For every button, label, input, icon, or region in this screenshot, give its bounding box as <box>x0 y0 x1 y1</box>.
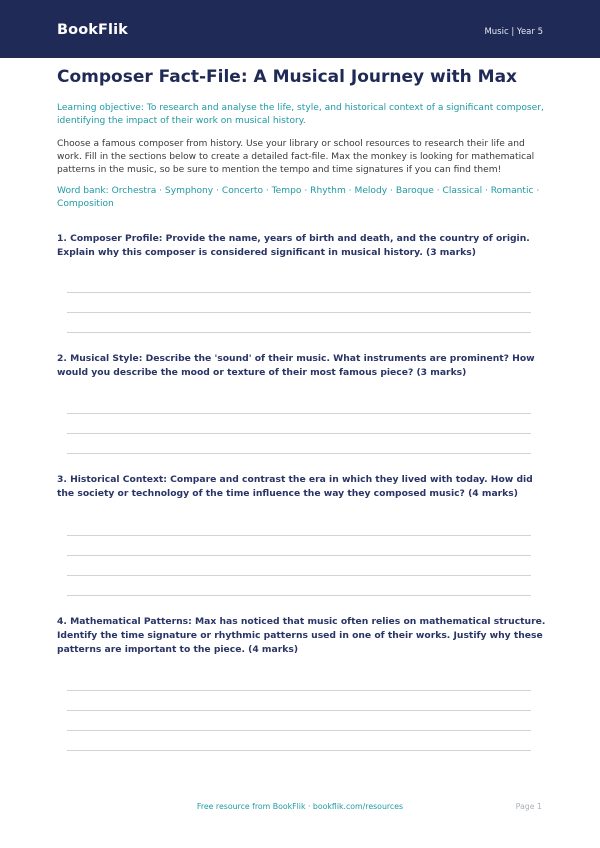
answer-line[interactable] <box>67 730 531 731</box>
answer-line[interactable] <box>67 555 531 556</box>
answer-line[interactable] <box>67 413 531 414</box>
page-header <box>0 0 600 58</box>
answer-line[interactable] <box>67 710 531 711</box>
answer-line[interactable] <box>67 312 531 313</box>
answer-line[interactable] <box>67 535 531 536</box>
subject-year-label: Music | Year 5 <box>484 27 543 37</box>
answer-line[interactable] <box>67 453 531 454</box>
worksheet-title: Composer Fact-File: A Musical Journey with Max <box>57 67 518 87</box>
answer-line[interactable] <box>67 750 531 751</box>
learning-objective: Learning objective: To research and analyse the life, style, and historical context of a significant composer, identifying the impact of their work on musical history. <box>57 103 544 126</box>
question-3: 3. Historical Context: Compare and contrast the era in which they lived with today. How did the society or technology of the time influence the way they composed music? (4 marks) <box>57 474 533 499</box>
answer-line[interactable] <box>67 332 531 333</box>
question-4: 4. Mathematical Patterns: Max has noticed that music often relies on mathematical structure. Identify the time signature or rhythmic patterns used in one of their works. Justify why these patterns are important to the piece. (4 marks) <box>57 616 546 655</box>
question-1: 1. Composer Profile: Provide the name, years of birth and death, and the country of origin. Explain why this composer is considered significant in musical history. (3 marks) <box>57 233 530 258</box>
answer-line[interactable] <box>67 433 531 434</box>
word-bank: Word bank: Orchestra · Symphony · Concerto · Tempo · Rhythm · Melody · Baroque · Classical · Romantic · Composition <box>57 186 540 209</box>
question-2: 2. Musical Style: Describe the 'sound' of their music. What instruments are prominent? How would you describe the mood or texture of their most famous piece? (3 marks) <box>57 353 535 378</box>
footer-resource-link[interactable]: Free resource from BookFlik · bookflik.com/resources <box>196 802 404 811</box>
answer-line[interactable] <box>67 690 531 691</box>
page-number: Page 1 <box>515 802 542 811</box>
brand-logo: BookFlik <box>57 22 128 38</box>
answer-line[interactable] <box>67 595 531 596</box>
instructions-text: Choose a famous composer from history. Use your library or school resources to research their life and work. Fill in the sections below to create a detailed fact-file. Max the monkey is looking for mathematical patterns in the music, so be sure to mention the tempo and time signatures if you can find them! <box>57 139 535 175</box>
answer-line[interactable] <box>67 575 531 576</box>
answer-line[interactable] <box>67 292 531 293</box>
